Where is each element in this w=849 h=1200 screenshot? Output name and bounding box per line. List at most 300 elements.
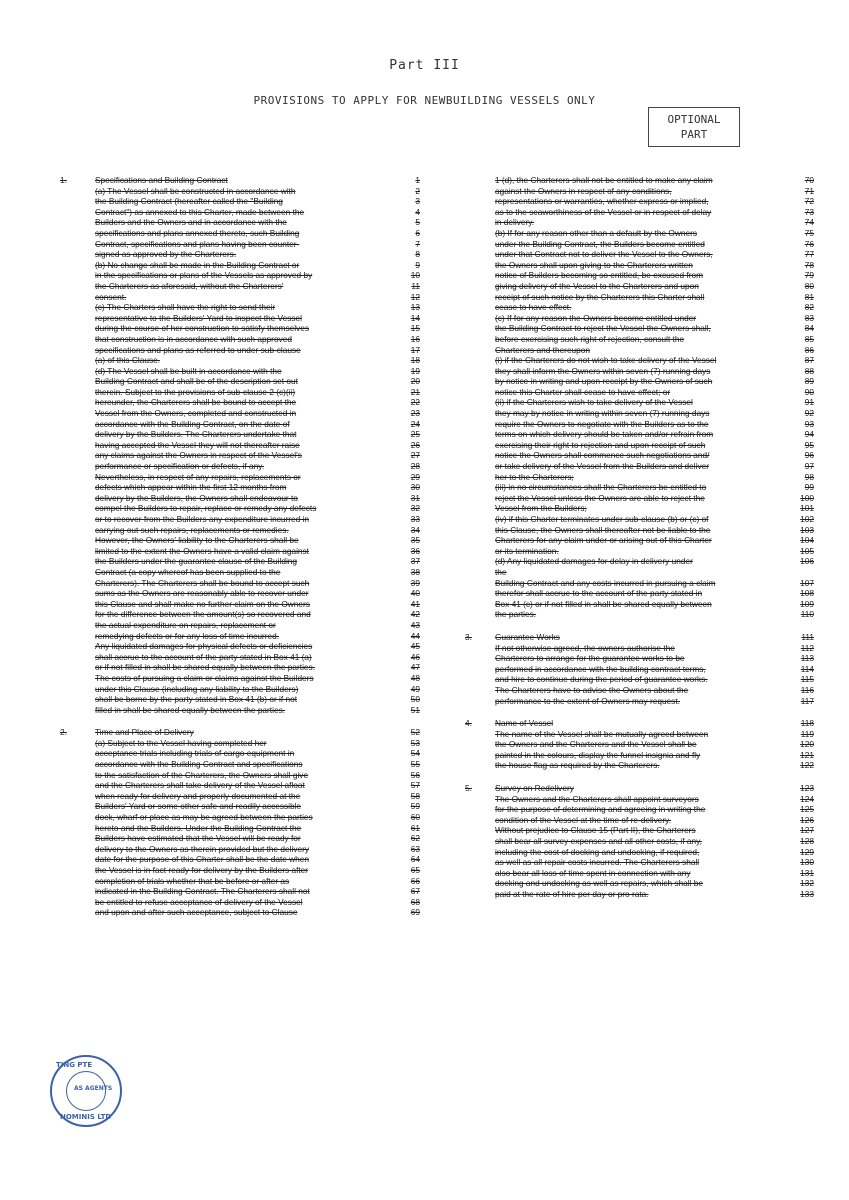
clause-text: (b) If for any reason other than a default by the Owners — [495, 227, 698, 238]
clause-text: under that Contract not to deliver the Vessel to the Owners, — [495, 249, 713, 260]
clause-text: notice the Owners shall commence such negotiations and/ — [495, 450, 710, 461]
text-line — [60, 738, 420, 749]
optional-label: OPTIONAL — [667, 113, 721, 126]
line-number: 106 — [800, 556, 814, 567]
line-number: 47 — [410, 662, 420, 673]
text-line — [60, 525, 420, 536]
line-number: 93 — [804, 418, 814, 429]
line-number: 110 — [800, 609, 814, 620]
line-number: 98 — [804, 471, 814, 482]
clause-text: under this Clause (including any liability to the Builders) — [95, 683, 299, 694]
line-number: 45 — [410, 641, 420, 652]
clause-text: Box 41 (c) or if not filled in shall be shared equally between — [495, 598, 712, 609]
line-number: 99 — [804, 482, 814, 493]
line-number: 9 — [415, 259, 420, 270]
text-line — [465, 292, 820, 303]
clause-text: carrying out such repairs, replacements or remedies. — [95, 524, 289, 535]
clause-text: when ready for delivery and properly documented at the — [95, 790, 301, 801]
clause-text: or if not filled in shall be shared equally between the parties. — [95, 662, 316, 673]
line-number: 57 — [410, 780, 420, 791]
clause-text: (a) of this Clause. — [95, 355, 161, 366]
text-line — [465, 739, 820, 750]
clause-text: Survey on Redelivery — [495, 783, 574, 794]
line-number: 24 — [410, 418, 420, 429]
clause-text: docking and undocking as well as repairs, which shall be — [495, 878, 704, 889]
clause-text: cease to have effect. — [495, 302, 572, 313]
text-line — [60, 323, 420, 334]
text-line — [60, 567, 420, 578]
text-line — [60, 588, 420, 599]
clause-text: notice this Charter shall cease to have effect; or — [495, 386, 671, 397]
clause-text: Building Contract and any costs incurred in pursuing a claim — [495, 577, 716, 588]
line-number: 111 — [801, 631, 814, 642]
clause-text: this Clause, the Owners shall thereafter not be liable to the — [495, 524, 711, 535]
clause-text: Nevertheless, in respect of any repairs, replacements or — [95, 471, 301, 482]
text-line — [465, 239, 820, 250]
line-number: 77 — [804, 249, 814, 260]
text-line — [60, 833, 420, 844]
text-line — [60, 482, 420, 493]
line-number: 73 — [804, 206, 814, 217]
line-number: 112 — [800, 642, 814, 653]
text-line — [465, 760, 820, 771]
line-number: 95 — [804, 439, 814, 450]
clause-text: delivery by the Builders, the Owners shall endeavour to — [95, 492, 298, 503]
stamp-text-middle: AS AGENTS — [74, 1085, 113, 1092]
line-number: 16 — [410, 333, 420, 344]
line-number: 26 — [410, 439, 420, 450]
clause-text: Contract (a copy whereof has been supplied to the — [95, 566, 281, 577]
text-line — [465, 302, 820, 313]
clause-text: Charterers and thereupon — [495, 344, 591, 355]
text-line — [60, 652, 420, 663]
text-line — [60, 770, 420, 781]
line-number: 130 — [800, 857, 814, 868]
clause-text: Contract") as annexed to this Charter, made between the — [95, 206, 305, 217]
text-line — [60, 302, 420, 313]
text-line — [465, 794, 820, 805]
line-number: 132 — [800, 878, 814, 889]
line-number: 14 — [410, 312, 420, 323]
text-line — [465, 376, 820, 387]
line-number: 31 — [410, 492, 420, 503]
clause-text: consent. — [95, 291, 127, 302]
text-line — [60, 631, 420, 642]
clause-text: be entitled to refuse acceptance of delivery of the Vessel — [95, 896, 303, 907]
clause-text: (d) The Vessel shall be built in accordance with the — [95, 365, 282, 376]
clause-text: Time and Place of Delivery — [95, 727, 194, 738]
clause-text: the Charterers as aforesaid, without the Charterers' — [95, 280, 284, 291]
clause-number: 1. — [60, 175, 67, 185]
clause-text: during the course of her construction to satisfy themselves — [95, 323, 309, 334]
clause-text: acceptance trials including trials of cargo equipment in — [95, 748, 295, 759]
clause-text: Building Contract and shall be of the description set out — [95, 376, 298, 387]
clause-text: accordance with the Building Contract and specifications — [95, 759, 303, 770]
clause-spacer — [465, 771, 820, 783]
line-number: 36 — [410, 545, 420, 556]
clause-text: notice of Builders becoming so entitled, be excused from — [495, 270, 703, 281]
line-number: 71 — [804, 185, 814, 196]
clause-text: The costs of pursuing a claim or claims against the Builders — [95, 672, 314, 683]
text-line — [60, 812, 420, 823]
text-line — [465, 599, 820, 610]
text-line — [60, 865, 420, 876]
line-number: 64 — [410, 854, 420, 865]
text-line — [465, 249, 820, 260]
part-label: PART — [680, 128, 708, 141]
text-line — [60, 673, 420, 684]
clause-number: 4. — [465, 718, 472, 729]
clause-text: Without prejudice to Clause 15 (Part II), the Charterers — [495, 825, 696, 836]
line-number: 80 — [804, 280, 814, 291]
line-number: 120 — [800, 739, 814, 750]
text-line — [60, 546, 420, 557]
clause-text: limited to the extent the Owners have a valid claim against — [95, 545, 309, 556]
clause-text: Name of Vessel — [495, 718, 554, 729]
clause-number: 5. — [465, 783, 472, 794]
clause-text: by notice in writing and upon receipt by the Owners of such — [495, 376, 713, 387]
line-number: 38 — [410, 566, 420, 577]
text-line — [60, 748, 420, 759]
text-line — [465, 345, 820, 356]
line-number: 107 — [800, 577, 814, 588]
line-number: 113 — [800, 653, 814, 664]
line-number: 70 — [804, 175, 814, 185]
clause-text: therefor shall accrue to the account of the party stated in — [495, 588, 703, 599]
line-number: 12 — [410, 291, 420, 302]
clause-text: in delivery. — [495, 217, 535, 228]
line-number: 48 — [410, 672, 420, 683]
line-number: 22 — [410, 397, 420, 408]
clause-text: and upon and after such acceptance, subject to Clause — [95, 907, 298, 918]
clause-text: as well as all repair costs incurred. The Charterers shall — [495, 857, 700, 868]
text-line — [60, 260, 420, 271]
clause-text: 1 (d), the Charterers shall not be entitled to make any claim — [495, 175, 713, 185]
stamp-text-bottom: NOMINIS LTD — [60, 1113, 112, 1121]
line-number: 7 — [415, 238, 420, 249]
text-line — [465, 217, 820, 228]
text-line — [60, 705, 420, 716]
clause-text: or its termination. — [495, 545, 559, 556]
text-line — [60, 472, 420, 483]
text-line — [60, 355, 420, 366]
line-number: 29 — [410, 471, 420, 482]
text-line — [465, 313, 820, 324]
line-number: 63 — [410, 843, 420, 854]
line-number: 104 — [800, 535, 814, 546]
text-line — [465, 503, 820, 514]
clause-text: (a) Subject to the Vessel having completed her — [95, 737, 267, 748]
line-number: 41 — [410, 598, 420, 609]
text-line — [60, 239, 420, 250]
text-line — [465, 836, 820, 847]
clause-text: delivery to the Owners as therein provided but the delivery — [95, 843, 309, 854]
line-number: 76 — [804, 238, 814, 249]
text-line — [465, 878, 820, 889]
line-number: 53 — [410, 737, 420, 748]
line-number: 27 — [410, 450, 420, 461]
line-number: 44 — [410, 630, 420, 641]
clause-text: shall bear all survey expenses and all other costs, if any, — [495, 836, 702, 847]
clause-text: Contract, specifications and plans having been counter- — [95, 238, 300, 249]
line-number: 10 — [410, 270, 420, 281]
clause-text: date for the purpose of this Charter shall be the date when — [95, 854, 310, 865]
line-number: 34 — [410, 524, 420, 535]
clause-text: dock, wharf or place as may be agreed between the parties — [95, 812, 313, 823]
text-line — [60, 292, 420, 303]
line-number: 39 — [410, 577, 420, 588]
line-number: 118 — [800, 718, 814, 729]
clause-text: in the specifications or plans of the Vessels as approved by — [95, 270, 313, 281]
text-line — [465, 207, 820, 218]
clause-text: painted in the colours, display the funnel insignia and fly — [495, 749, 701, 760]
clause-text: Any liquidated damages for physical defects or deficiencies — [95, 641, 313, 652]
line-number: 114 — [800, 663, 814, 674]
clause-text: completion of trials whether that be before or after as — [95, 875, 290, 886]
clause-text: against the Owners in respect of any conditions, — [495, 185, 672, 196]
clause-text: Charterers to arrange for the guarantee works to be — [495, 653, 685, 664]
clause-text: to the satisfaction of the Charterers, the Owners shall give — [95, 769, 309, 780]
clause-text: require the Owners to negotiate with the Builders as to the — [495, 418, 709, 429]
clause-text: (c) If for any reason the Owners become entitled under — [495, 312, 697, 323]
line-number: 2 — [415, 185, 420, 196]
text-line — [60, 897, 420, 908]
line-number: 52 — [410, 727, 420, 738]
clause-text: this Clause and shall make no further claim on the Owners — [95, 598, 310, 609]
clause-text: (iii) in no circumstances shall the Charterers be entitled to — [495, 482, 707, 493]
line-number: 46 — [410, 651, 420, 662]
text-line — [60, 801, 420, 812]
clause-text: Builders' Yard or some other safe and readily accessible — [95, 801, 302, 812]
line-number: 117 — [800, 695, 814, 706]
text-line — [465, 461, 820, 472]
part-heading: Part III — [389, 58, 460, 73]
text-line — [60, 270, 420, 281]
line-number: 75 — [804, 227, 814, 238]
line-number: 100 — [800, 492, 814, 503]
clause-text: (iv) if this Charter terminates under sub-clause (b) or (c) of — [495, 514, 709, 524]
text-line — [60, 578, 420, 589]
text-line — [60, 493, 420, 504]
clause-text: The Owners and the Charterers shall appoint surveyors — [495, 793, 699, 804]
text-line — [465, 196, 820, 207]
clause-text: Vessel from the Builders; — [495, 503, 587, 514]
text-line — [465, 825, 820, 836]
clause-text: sums as the Owners are reasonably able to recover under — [95, 588, 309, 599]
line-number: 123 — [800, 783, 814, 794]
line-number: 11 — [411, 280, 420, 291]
line-number: 83 — [804, 312, 814, 323]
text-line — [465, 260, 820, 271]
clause-text: having accepted the Vessel they will not thereafter raise — [95, 439, 300, 450]
clause-text: Builders and the Owners and in accordance with the — [95, 217, 287, 228]
text-line — [60, 535, 420, 546]
text-line — [465, 643, 820, 654]
text-line — [465, 588, 820, 599]
text-line — [60, 387, 420, 398]
clause-text: under the Building Contract, the Builders become entitled — [495, 238, 705, 249]
clause-text: If not otherwise agreed, the owners authorise the — [495, 642, 675, 653]
line-number: 30 — [410, 482, 420, 493]
text-line — [465, 664, 820, 675]
clause-text: before exercising such right of rejection, consult the — [495, 333, 685, 344]
text-line — [60, 440, 420, 451]
clause-text: Specifications and Building Contract — [95, 175, 228, 185]
line-number: 86 — [804, 344, 814, 355]
text-line — [60, 217, 420, 228]
clause-text: the Owners shall upon giving to the Charterers written — [495, 259, 693, 270]
clause-text: for the purpose of determining and agreeing in writing the — [495, 804, 706, 815]
line-number: 5 — [415, 217, 420, 228]
line-number: 51 — [410, 704, 420, 715]
line-number: 92 — [804, 408, 814, 419]
clause-text: condition of the Vessel at the time of re-delivery. — [495, 814, 672, 825]
text-line — [60, 397, 420, 408]
clause-text: receipt of such notice by the Charterers this Charter shall — [495, 291, 705, 302]
line-number: 65 — [410, 865, 420, 875]
clause-text: compel the Builders to repair, replace or remedy any defects — [95, 503, 317, 514]
line-number: 127 — [800, 825, 814, 836]
text-line — [465, 718, 820, 729]
clause-text: hereto and the Builders. Under the Building Contract the — [95, 822, 302, 833]
line-number: 72 — [804, 196, 814, 207]
clause-number: 3. — [465, 631, 472, 642]
text-line — [465, 847, 820, 858]
line-number: 129 — [800, 846, 814, 857]
line-number: 81 — [804, 291, 814, 302]
line-number: 125 — [800, 804, 814, 815]
text-line — [60, 620, 420, 631]
line-number: 78 — [804, 259, 814, 270]
text-line — [465, 366, 820, 377]
line-number: 131 — [800, 867, 814, 878]
clause-text: (ii) if the Charterers wish to take delivery of the Vessel — [495, 397, 693, 408]
clause-text: terms on which delivery should be taken and/or refrain from — [495, 429, 714, 440]
clause-text: the Owners and the Charterers and the Vessel shall be — [495, 739, 697, 750]
clause-text: (d) Any liquidated damages for delay in delivery under — [495, 556, 693, 567]
clause-text: However, the Owners' liability to the Charterers shall be — [95, 535, 299, 546]
line-number: 109 — [800, 598, 814, 609]
text-line — [60, 461, 420, 472]
line-number: 21 — [410, 386, 420, 397]
text-line — [60, 196, 420, 207]
line-number: 28 — [410, 461, 420, 472]
text-line — [60, 313, 420, 324]
clause-text: her to the Charterers; — [495, 471, 574, 482]
text-line — [465, 270, 820, 281]
line-number: 85 — [804, 333, 814, 344]
line-number: 133 — [800, 889, 814, 899]
line-number: 58 — [410, 790, 420, 801]
clause-text: the house flag as required by the Charterers. — [495, 760, 660, 771]
text-line — [60, 503, 420, 514]
text-line — [465, 228, 820, 239]
company-stamp — [50, 1055, 122, 1127]
text-line — [465, 653, 820, 664]
text-line — [465, 493, 820, 504]
clause-text: (c) The Charters shall have the right to send their — [95, 302, 276, 313]
text-line — [60, 694, 420, 705]
text-line — [465, 429, 820, 440]
text-line — [60, 228, 420, 239]
text-line — [465, 546, 820, 557]
line-number: 102 — [800, 514, 814, 524]
clause-text: specifications and plans annexed thereto, such Building — [95, 227, 300, 238]
text-line — [465, 609, 820, 620]
text-line — [465, 175, 820, 186]
line-number: 35 — [410, 535, 420, 546]
clause-text: defects which appear within the first 12 months from — [95, 482, 287, 493]
text-line — [465, 889, 820, 900]
text-line — [465, 696, 820, 707]
text-line — [465, 729, 820, 740]
clause-text: any claims against the Owners in respect of the Vessel's — [95, 450, 302, 461]
text-line — [60, 791, 420, 802]
text-line — [60, 684, 420, 695]
text-line — [60, 345, 420, 356]
clause-spacer — [465, 706, 820, 718]
line-number: 42 — [410, 609, 420, 620]
clause-text: the parties. — [495, 609, 537, 620]
text-line — [465, 397, 820, 408]
text-line — [60, 844, 420, 855]
clause-text: the Vessel is in fact ready for delivery by the Builders after — [95, 865, 309, 875]
clause-text: shall accrue to the account of the party stated in Box 41 (a) — [95, 651, 312, 662]
text-line — [465, 408, 820, 419]
clause-text: or to recover from the Builders any expenditure incurred in — [95, 514, 309, 524]
text-line — [60, 876, 420, 887]
clause-text: the — [495, 566, 507, 577]
text-line — [60, 376, 420, 387]
clause-text: shall be borne by the party stated in Box 41 (b) or if not — [95, 694, 298, 705]
clause-text: giving delivery of the Vessel to the Charterers and upon — [495, 280, 699, 291]
line-number: 108 — [800, 588, 814, 599]
line-number: 8 — [415, 249, 420, 260]
clause-text: paid at the rate of hire per day or pro rata. — [495, 889, 649, 899]
line-number: 23 — [410, 408, 420, 419]
line-number: 119 — [800, 728, 814, 739]
text-line — [60, 450, 420, 461]
clause-text: performed in accordance with the building contract terms, — [495, 663, 706, 674]
text-line — [60, 641, 420, 652]
text-line — [465, 186, 820, 197]
clause-text: as to the seaworthiness of the Vessel or in respect of delay — [495, 206, 712, 217]
text-line — [465, 535, 820, 546]
clause-text: also bear all loss of time spent in connection with any — [495, 867, 691, 878]
clause-text: The name of the Vessel shall be mutually agreed between — [495, 728, 709, 739]
clause-text: that construction is in accordance with such approved — [95, 333, 292, 344]
line-number: 88 — [804, 365, 814, 376]
line-number: 15 — [410, 323, 420, 334]
text-line — [465, 355, 820, 366]
clause-text: (i) if the Charterers do not wish to take delivery of the Vessel — [495, 355, 717, 366]
text-line — [60, 886, 420, 897]
left-column — [60, 175, 420, 918]
clause-text: they may by notice in writing within seven (7) running days — [495, 408, 710, 419]
text-line — [60, 249, 420, 260]
line-number: 43 — [410, 619, 420, 630]
line-number: 122 — [800, 760, 814, 771]
line-number: 97 — [804, 461, 814, 472]
line-number: 37 — [410, 556, 420, 567]
text-line — [60, 823, 420, 834]
line-number: 60 — [410, 812, 420, 823]
text-line — [60, 207, 420, 218]
line-number: 49 — [410, 683, 420, 694]
line-number: 79 — [804, 270, 814, 281]
text-line — [465, 556, 820, 567]
text-line — [60, 366, 420, 377]
